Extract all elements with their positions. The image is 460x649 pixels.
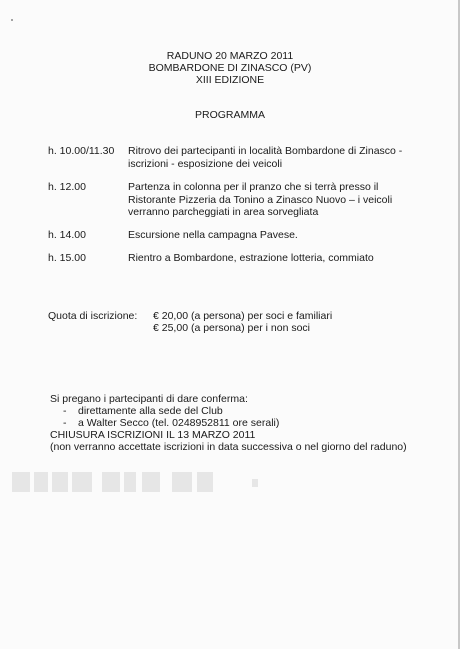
event-title: RADUNO 20 MARZO 2011 [166, 50, 294, 62]
schedule-time-2: h. 12.00 [48, 181, 86, 193]
event-edition: XIII EDIZIONE [195, 74, 265, 86]
fee-label: Quota di iscrizione: [48, 310, 138, 322]
schedule-desc-2 [128, 181, 404, 219]
registration-note: (non verranno accettate iscrizioni in data successiva o nel giorno del raduno) [50, 441, 407, 453]
dash-bullet: - [63, 417, 67, 429]
schedule-desc-line: Rientro a Bombardone, estrazione lotteria, commiato [128, 252, 374, 264]
schedule-desc-line: iscrizioni - esposizione dei veicoli [128, 157, 283, 170]
event-location: BOMBARDONE DI ZINASCO (PV) [148, 62, 312, 74]
schedule-desc-line: Escursione nella campagna Pavese. [128, 229, 298, 241]
schedule-time-4: h. 15.00 [48, 252, 86, 264]
confirm-option-club: direttamente alla sede del Club [78, 405, 223, 417]
schedule-desc-line: verranno parcheggiati in area sorvegliata [128, 206, 319, 218]
registration-deadline: CHIUSURA ISCRIZIONI IL 13 MARZO 2011 [50, 429, 256, 441]
schedule-desc-1 [128, 145, 404, 170]
confirm-intro: Si pregano i partecipanti di dare conferma: [50, 393, 248, 405]
dash-bullet: - [63, 405, 67, 417]
schedule-time-3: h. 14.00 [48, 229, 86, 241]
confirm-option-phone: a Walter Secco (tel. 0248952811 ore serali) [78, 417, 280, 429]
schedule-desc-line: Ristorante Pizzeria da Tonino a Zinasco Nuovo – i veicoli [128, 193, 393, 206]
schedule-desc-4 [128, 252, 404, 265]
schedule-desc-3 [128, 229, 404, 242]
programma-heading: PROGRAMMA [194, 109, 265, 121]
schedule-desc-line: Partenza in colonna per il pranzo che si terrà presso il [128, 181, 379, 193]
scan-speck [11, 19, 13, 21]
schedule-time-1: h. 10.00/11.30 [48, 145, 115, 157]
fee-members: € 20,00 (a persona) per soci e familiari [153, 310, 333, 322]
fee-non-members: € 25,00 (a persona) per i non soci [153, 322, 311, 334]
scan-bleed-through [12, 467, 262, 497]
schedule-desc-line: Ritrovo dei partecipanti in località Bombardone di Zinasco - [128, 145, 403, 157]
